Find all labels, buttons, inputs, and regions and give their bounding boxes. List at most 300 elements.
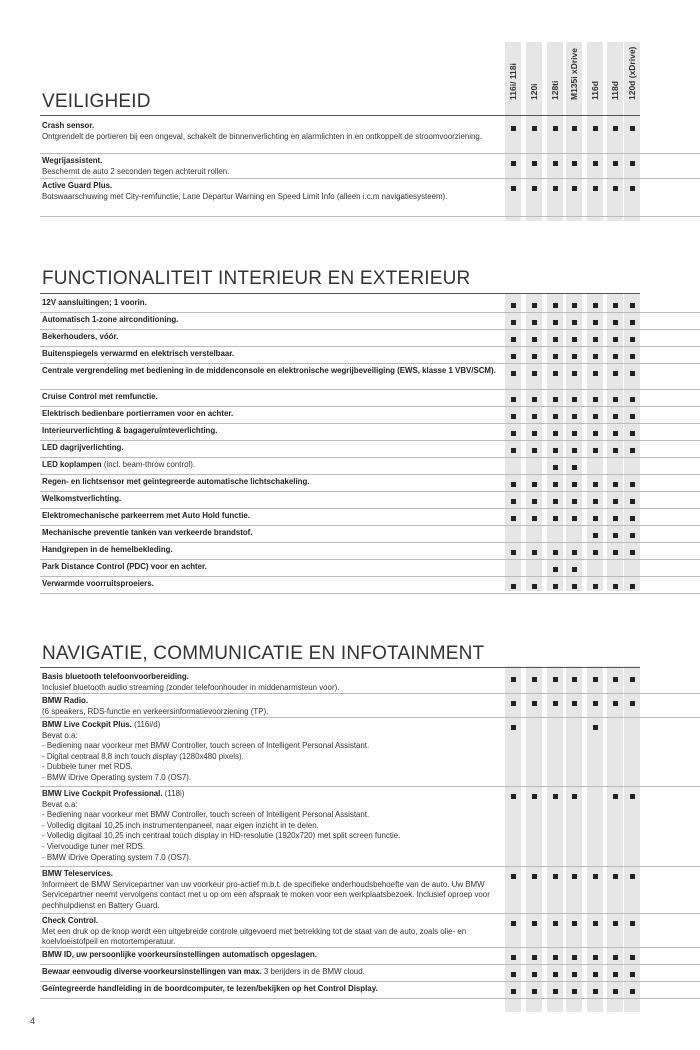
availability-mark xyxy=(593,584,598,589)
availability-mark xyxy=(630,354,635,359)
availability-mark xyxy=(630,371,635,376)
availability-mark xyxy=(630,482,635,487)
feature-text xyxy=(42,494,502,505)
availability-mark xyxy=(532,921,537,926)
availability-mark xyxy=(511,955,516,960)
availability-mark xyxy=(511,972,516,977)
availability-mark xyxy=(593,972,598,977)
availability-mark xyxy=(593,550,598,555)
feature-description: Bevat o.a: xyxy=(42,799,78,809)
availability-mark xyxy=(511,161,516,166)
availability-mark xyxy=(630,701,635,706)
feature-text xyxy=(42,916,502,948)
feature-text xyxy=(42,409,502,420)
section-title-functionaliteit: FUNCTIONALITEIT INTERIEUR EN EXTERIEUR xyxy=(42,268,471,289)
feature-description: Bevat o.a: xyxy=(42,730,78,740)
feature-title: Automatisch 1-zone airconditioning. xyxy=(42,315,179,324)
feature-text xyxy=(42,562,502,573)
feature-row xyxy=(0,509,700,526)
availability-mark xyxy=(553,354,558,359)
availability-mark xyxy=(572,516,577,521)
availability-mark xyxy=(572,794,577,799)
availability-mark xyxy=(511,794,516,799)
availability-mark xyxy=(572,161,577,166)
availability-mark xyxy=(630,550,635,555)
availability-mark xyxy=(553,972,558,977)
availability-mark xyxy=(532,550,537,555)
availability-mark xyxy=(511,186,516,191)
feature-title: Centrale vergrendeling met bediening in de middenconsole en elektronische wegrijbeveiliging (EWS, klasse 1 VBV/SCM). xyxy=(42,366,496,375)
feature-title: BMW Live Cockpit Plus. xyxy=(42,720,132,729)
availability-mark xyxy=(593,186,598,191)
availability-mark xyxy=(613,921,618,926)
section-title-veiligheid: VEILIGHEID xyxy=(42,91,151,112)
availability-mark xyxy=(532,677,537,682)
feature-text xyxy=(42,579,502,590)
availability-mark xyxy=(613,874,618,879)
availability-mark xyxy=(511,126,516,131)
availability-mark xyxy=(572,584,577,589)
availability-mark xyxy=(553,874,558,879)
availability-mark xyxy=(630,431,635,436)
availability-mark xyxy=(572,550,577,555)
availability-mark xyxy=(553,482,558,487)
feature-row xyxy=(0,313,700,330)
feature-text xyxy=(42,315,502,326)
feature-description: Met een druk op de knop wordt een uitgebreide controle uitgevoerd met betrekking tot de staat van de auto, zoals olie- en koelvloeistofpeil en motortemperatuur. xyxy=(42,926,467,947)
feature-text xyxy=(42,528,502,539)
feature-title: Geïntegreerde handleiding in de boordcomputer, te lezen/bekijken op het Control Display. xyxy=(42,984,378,993)
feature-title: Basis bluetooth telefoonvoorbereiding. xyxy=(42,672,189,681)
availability-mark xyxy=(511,431,516,436)
feature-description: Botswaarschuwing met City-remfunctie, Lane Departur Warning en Speed Limit Info (alleen i.c.m navigatiesysteem). xyxy=(42,191,448,201)
availability-mark xyxy=(593,414,598,419)
availability-mark xyxy=(572,921,577,926)
availability-mark xyxy=(630,499,635,504)
availability-mark xyxy=(532,482,537,487)
column-header: 120i xyxy=(529,83,539,100)
section-rule xyxy=(40,115,640,116)
availability-mark xyxy=(613,161,618,166)
availability-mark xyxy=(613,550,618,555)
feature-row xyxy=(0,867,700,914)
feature-row xyxy=(0,458,700,475)
availability-mark xyxy=(572,874,577,879)
feature-row xyxy=(0,965,700,982)
availability-mark xyxy=(572,397,577,402)
feature-row xyxy=(0,543,700,560)
availability-mark xyxy=(630,921,635,926)
availability-mark xyxy=(630,584,635,589)
availability-mark xyxy=(630,533,635,538)
availability-mark xyxy=(572,414,577,419)
page-number: 4 xyxy=(30,1016,36,1026)
feature-row xyxy=(0,492,700,509)
feature-row xyxy=(0,948,700,965)
availability-mark xyxy=(532,701,537,706)
feature-row xyxy=(0,364,700,390)
feature-text xyxy=(42,181,502,202)
availability-mark xyxy=(532,397,537,402)
availability-mark xyxy=(630,989,635,994)
availability-mark xyxy=(553,414,558,419)
feature-text xyxy=(42,298,502,309)
availability-mark xyxy=(572,337,577,342)
availability-mark xyxy=(553,584,558,589)
availability-mark xyxy=(593,874,598,879)
row-divider xyxy=(40,216,700,217)
feature-title: Bekerhouders, vóór. xyxy=(42,332,119,341)
feature-row xyxy=(0,154,700,179)
feature-description: Inclusief bluetooth audio streaming (zonder telefoonhouder in middenarmsteun voor). xyxy=(42,682,340,692)
feature-title: Interieurverlichting & bagageruimteverlichting. xyxy=(42,426,218,435)
feature-row xyxy=(0,560,700,577)
availability-mark xyxy=(613,955,618,960)
feature-text xyxy=(42,545,502,556)
feature-row xyxy=(0,330,700,347)
feature-description: - Volledig digitaal 10,25 inch centraal touch display in HD-resolutie (1920x720) met split screen functie. xyxy=(42,831,401,841)
availability-mark xyxy=(553,320,558,325)
availability-mark xyxy=(553,955,558,960)
availability-mark xyxy=(532,371,537,376)
availability-mark xyxy=(572,701,577,706)
feature-title: Regen- en lichtsensor met geïntegreerde automatische lichtschakeling. xyxy=(42,477,310,486)
feature-text xyxy=(42,443,502,454)
availability-mark xyxy=(532,354,537,359)
availability-mark xyxy=(613,303,618,308)
feature-text xyxy=(42,696,502,717)
feature-description: - BMW iDrive Operating system 7.0 (OS7). xyxy=(42,772,192,782)
availability-mark xyxy=(511,677,516,682)
availability-mark xyxy=(593,499,598,504)
availability-mark xyxy=(593,482,598,487)
feature-row xyxy=(0,982,700,999)
availability-mark xyxy=(532,874,537,879)
availability-mark xyxy=(613,533,618,538)
availability-mark xyxy=(553,186,558,191)
feature-row xyxy=(0,670,700,694)
availability-mark xyxy=(511,354,516,359)
availability-mark xyxy=(532,955,537,960)
feature-title: Mechanische preventie tanken van verkeerde brandstof. xyxy=(42,528,253,537)
availability-mark xyxy=(553,431,558,436)
availability-mark xyxy=(532,320,537,325)
feature-text xyxy=(42,967,502,978)
availability-mark xyxy=(532,499,537,504)
feature-note: (118i) xyxy=(162,789,185,798)
availability-mark xyxy=(613,794,618,799)
availability-mark xyxy=(553,677,558,682)
feature-description: - Digital centraal 8,8 inch touch display (1280x480 pixels). xyxy=(42,751,244,761)
feature-row xyxy=(0,441,700,458)
availability-mark xyxy=(572,371,577,376)
availability-mark xyxy=(511,874,516,879)
column-header: 128ti xyxy=(550,80,560,100)
availability-mark xyxy=(553,921,558,926)
availability-mark xyxy=(511,701,516,706)
availability-mark xyxy=(630,320,635,325)
availability-mark xyxy=(593,397,598,402)
availability-mark xyxy=(593,431,598,436)
availability-mark xyxy=(532,431,537,436)
availability-mark xyxy=(553,337,558,342)
feature-title: Bewaar eenvoudig diverse voorkeursinstellingen van max. xyxy=(42,967,262,976)
section-safety-rows xyxy=(0,119,700,217)
feature-title: Park Distance Control (PDC) voor en achter. xyxy=(42,562,207,571)
availability-mark xyxy=(532,794,537,799)
availability-mark xyxy=(511,989,516,994)
availability-mark xyxy=(572,955,577,960)
availability-mark xyxy=(630,337,635,342)
feature-title: Handgrepen in de hemelbekleding. xyxy=(42,545,173,554)
feature-title: LED koplampen xyxy=(42,460,102,469)
feature-text xyxy=(42,392,502,403)
feature-text xyxy=(42,426,502,437)
availability-mark xyxy=(593,725,598,730)
feature-row xyxy=(0,390,700,407)
feature-title: 12V aansluitingen; 1 voorin. xyxy=(42,298,147,307)
feature-description: - Dubbele tuner met RDS. xyxy=(42,762,133,772)
availability-mark xyxy=(613,371,618,376)
feature-title: BMW Teleservices. xyxy=(42,869,113,878)
feature-row xyxy=(0,694,700,718)
availability-mark xyxy=(553,371,558,376)
feature-title: BMW Radio. xyxy=(42,696,89,705)
feature-description: - Bediening naar voorkeur met BMW Controller, touch screen of Intelligent Personal Assistant. xyxy=(42,741,370,751)
feature-title: BMW Live Cockpit Professional. xyxy=(42,789,163,798)
availability-mark xyxy=(613,186,618,191)
availability-mark xyxy=(511,414,516,419)
availability-mark xyxy=(630,955,635,960)
availability-mark xyxy=(511,516,516,521)
feature-text xyxy=(42,984,502,995)
availability-mark xyxy=(593,955,598,960)
availability-mark xyxy=(613,448,618,453)
availability-mark xyxy=(511,303,516,308)
feature-description: Beschermt de auto 2 seconden tegen achteruit rollen. xyxy=(42,166,230,176)
availability-mark xyxy=(532,126,537,131)
availability-mark xyxy=(553,465,558,470)
feature-title: Crash sensor. xyxy=(42,121,95,130)
availability-mark xyxy=(553,303,558,308)
availability-mark xyxy=(532,972,537,977)
column-header: M135i xDrive xyxy=(569,48,579,100)
feature-row xyxy=(0,347,700,364)
feature-row xyxy=(0,914,700,948)
availability-mark xyxy=(572,989,577,994)
availability-mark xyxy=(553,397,558,402)
availability-mark xyxy=(593,354,598,359)
availability-mark xyxy=(593,161,598,166)
availability-mark xyxy=(613,431,618,436)
availability-mark xyxy=(553,126,558,131)
feature-text xyxy=(42,720,502,784)
feature-text xyxy=(42,332,502,343)
availability-mark xyxy=(572,448,577,453)
section-rule xyxy=(40,293,640,294)
feature-title: LED dagrijverlichting. xyxy=(42,443,124,452)
availability-mark xyxy=(613,516,618,521)
availability-mark xyxy=(553,550,558,555)
availability-mark xyxy=(572,567,577,572)
availability-mark xyxy=(572,677,577,682)
section-rule xyxy=(40,667,640,668)
availability-mark xyxy=(630,414,635,419)
availability-mark xyxy=(613,414,618,419)
availability-mark xyxy=(613,337,618,342)
availability-mark xyxy=(532,584,537,589)
feature-text xyxy=(42,460,502,471)
availability-mark xyxy=(553,989,558,994)
availability-mark xyxy=(593,448,598,453)
availability-mark xyxy=(613,972,618,977)
feature-title: Elektromechanische parkeerrem met Auto Hold functie. xyxy=(42,511,250,520)
feature-title: BMW ID, uw persoonlijke voorkeursinstellingen automatisch opgeslagen. xyxy=(42,950,317,959)
availability-mark xyxy=(593,533,598,538)
section-functionality-rows xyxy=(0,296,700,594)
feature-note: (incl. beam-throw control). xyxy=(101,460,196,469)
availability-mark xyxy=(572,186,577,191)
availability-mark xyxy=(553,161,558,166)
feature-description: Ontgrendelt de portieren bij een ongeval, schakelt de binnenverlichting en alarmlichten in en ontkoppelt de stroomvoorziening. xyxy=(42,131,482,141)
availability-mark xyxy=(593,126,598,131)
feature-text xyxy=(42,477,502,488)
feature-row xyxy=(0,296,700,313)
feature-text xyxy=(42,156,502,177)
availability-mark xyxy=(511,371,516,376)
availability-mark xyxy=(553,448,558,453)
availability-mark xyxy=(613,989,618,994)
row-divider xyxy=(40,593,700,594)
availability-mark xyxy=(630,186,635,191)
feature-title: Welkomstverlichting. xyxy=(42,494,122,503)
availability-mark xyxy=(593,989,598,994)
feature-row xyxy=(0,577,700,594)
feature-text xyxy=(42,121,502,142)
availability-mark xyxy=(593,516,598,521)
availability-mark xyxy=(572,431,577,436)
availability-mark xyxy=(511,397,516,402)
availability-mark xyxy=(593,921,598,926)
availability-mark xyxy=(630,126,635,131)
feature-row xyxy=(0,407,700,424)
availability-mark xyxy=(613,482,618,487)
availability-mark xyxy=(511,448,516,453)
feature-title: Elektrisch bedienbare portierramen voor en achter. xyxy=(42,409,234,418)
availability-mark xyxy=(511,725,516,730)
availability-mark xyxy=(572,126,577,131)
feature-title: Cruise Control met remfunctie. xyxy=(42,392,158,401)
feature-description: - Volledig digitaal 10,25 inch instrumentenpaneel, naar eigen inzicht in te delen. xyxy=(42,820,319,830)
availability-mark xyxy=(613,584,618,589)
availability-mark xyxy=(511,584,516,589)
availability-mark xyxy=(553,701,558,706)
availability-mark xyxy=(511,921,516,926)
availability-mark xyxy=(572,320,577,325)
availability-mark xyxy=(630,677,635,682)
availability-mark xyxy=(532,448,537,453)
feature-row xyxy=(0,424,700,441)
availability-mark xyxy=(553,794,558,799)
availability-mark xyxy=(532,516,537,521)
availability-mark xyxy=(511,320,516,325)
availability-mark xyxy=(613,499,618,504)
availability-mark xyxy=(532,414,537,419)
feature-row xyxy=(0,179,700,217)
availability-mark xyxy=(532,337,537,342)
feature-title: Buitenspiegels verwarmd en elektrisch verstelbaar. xyxy=(42,349,235,358)
feature-title: Active Guard Plus. xyxy=(42,181,113,190)
feature-text xyxy=(42,950,502,961)
availability-mark xyxy=(572,499,577,504)
availability-mark xyxy=(613,677,618,682)
feature-text xyxy=(42,672,502,693)
availability-mark xyxy=(613,320,618,325)
section-title-navigatie: NAVIGATIE, COMMUNICATIE EN INFOTAINMENT xyxy=(42,643,485,664)
column-header: 120d (xDrive) xyxy=(627,46,637,100)
availability-mark xyxy=(613,397,618,402)
availability-mark xyxy=(532,989,537,994)
feature-description: (6 speakers, RDS-functie en verkeersinformatievoorziening (TP). xyxy=(42,706,269,716)
section-navigation-rows xyxy=(0,670,700,999)
availability-mark xyxy=(593,677,598,682)
feature-text xyxy=(42,366,502,377)
availability-mark xyxy=(572,482,577,487)
feature-note: (116i/d) xyxy=(131,720,161,729)
feature-text xyxy=(42,789,502,863)
availability-mark xyxy=(630,874,635,879)
availability-mark xyxy=(532,161,537,166)
availability-mark xyxy=(572,465,577,470)
availability-mark xyxy=(553,567,558,572)
availability-mark xyxy=(532,186,537,191)
feature-row xyxy=(0,787,700,867)
feature-text xyxy=(42,511,502,522)
availability-mark xyxy=(630,516,635,521)
availability-mark xyxy=(630,397,635,402)
availability-mark xyxy=(511,337,516,342)
feature-title: Check Control. xyxy=(42,916,99,925)
availability-mark xyxy=(532,303,537,308)
feature-description: - BMW iDrive Operating system 7.0 (OS7). xyxy=(42,852,192,862)
feature-row xyxy=(0,718,700,787)
availability-mark xyxy=(593,371,598,376)
availability-mark xyxy=(572,972,577,977)
availability-mark xyxy=(630,794,635,799)
feature-row xyxy=(0,526,700,543)
availability-mark xyxy=(593,701,598,706)
feature-title: Wegrijassistent. xyxy=(42,156,103,165)
feature-text xyxy=(42,869,502,911)
availability-mark xyxy=(572,354,577,359)
feature-description: - Bediening naar voorkeur met BMW Controller, touch screen of Intelligent Personal Assistant. xyxy=(42,810,370,820)
feature-row xyxy=(0,119,700,154)
availability-mark xyxy=(553,516,558,521)
availability-mark xyxy=(630,303,635,308)
availability-mark xyxy=(613,701,618,706)
column-header: 116i/ 118i xyxy=(508,63,518,100)
feature-row xyxy=(0,475,700,492)
availability-mark xyxy=(511,482,516,487)
availability-mark xyxy=(630,972,635,977)
availability-mark xyxy=(553,499,558,504)
row-divider xyxy=(40,998,700,999)
feature-description: Informeert de BMW Servicepartner van uw voorkeur pro-actief m.b.t. de specifieke onderhoudsbehoefte van de auto. Uw BMW Servicepartner neemt vervolgens contact met u op om een afspraak te moken voor een werkplaatsbezoek. Inclusief oproep voor pechhulpdienst en Battery Guard. xyxy=(42,879,490,910)
availability-mark xyxy=(511,499,516,504)
column-header: 116d xyxy=(590,81,600,100)
availability-mark xyxy=(630,448,635,453)
availability-mark xyxy=(572,303,577,308)
